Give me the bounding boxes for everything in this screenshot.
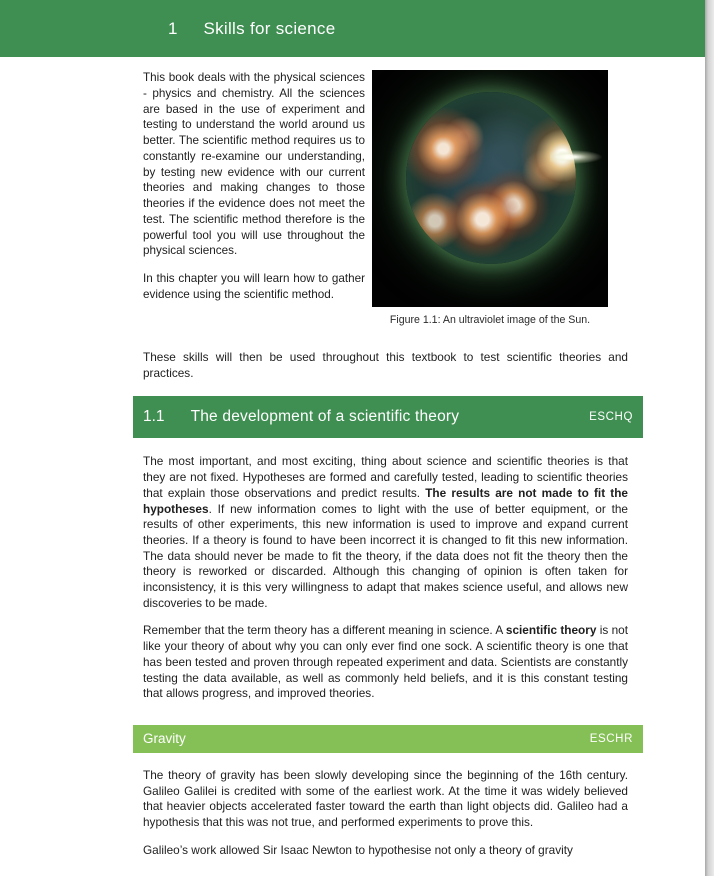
- intro-paragraph-2: In this chapter you will learn how to gather evidence using the scientific method.: [143, 272, 365, 301]
- intro-two-column-row: [143, 70, 628, 326]
- section-paragraph-1-bold: The results are not made to fit the hypotheses: [143, 485, 628, 516]
- subsection-paragraph-1: The theory of gravity has been slowly developing since the beginning of the 16th century. Galileo Galilei is credited with some of the earliest work. At the time it was widely believed that heavier objects accelerated faster toward the earth than light objects did. Galileo had a hypothesis that this was not true, and performed experiments to prove this.: [143, 767, 628, 830]
- sun-right-flare: [550, 150, 602, 164]
- section-header-band: [133, 396, 643, 438]
- section-paragraph-2-bold: scientific theory: [505, 623, 597, 638]
- intro-paragraph-3: These skills will then be used throughout this textbook to test scientific theories and practices.: [143, 350, 628, 380]
- chapter-header-band: [0, 0, 705, 57]
- section-title: The development of a scientific theory: [190, 408, 460, 426]
- ultraviolet-sun-image: [372, 70, 608, 307]
- sun-sphere: [406, 92, 576, 264]
- figure-caption: Figure 1.1: An ultraviolet image of the Sun.: [389, 314, 591, 326]
- subsection-header-band: [133, 725, 643, 753]
- page-right-edge-background: [705, 0, 714, 876]
- section-code-badge: ESCHQ: [589, 411, 633, 424]
- section-paragraph-2: [143, 623, 628, 702]
- chapter-number: 1: [168, 18, 178, 38]
- subsection-code-badge: ESCHR: [589, 732, 633, 745]
- figure-1-1: [372, 70, 608, 326]
- section-paragraph-1: [143, 454, 628, 611]
- intro-paragraph-1: This book deals with the physical sciences - physics and chemistry. All the sciences are based in the use of experiment and testing to understand the world around us better. The scientific method requires us to constantly re-examine our understanding, by testing new evidence with our current theories and making changes to those theories if the evidence does not meet the test. The scientific method therefore is the powerful tool you will use throughout the physical sciences.: [143, 71, 365, 258]
- section-paragraph-1-text: The most important, and most exciting, thing about science and scientific theories is that they are not fixed. Hypotheses are formed and carefully tested, leading to scientific theories that explain those observations and predict results.: [143, 454, 628, 500]
- subsection-paragraph-2: Galileo’s work allowed Sir Isaac Newton to hypothesise not only a theory of gravity: [143, 842, 573, 857]
- section-paragraph-2-text-cont: is not like your theory of about why you can only ever find one sock. A scientific theory is one that has been tested and proven through repeated experiment and data. Scientists are constantly testing the data available, as well as commonly held beliefs, and it is this constant testing that allows progress, and improved theories.: [143, 623, 628, 701]
- intro-text-column: [143, 70, 365, 315]
- chapter-title: Skills for science: [203, 18, 336, 38]
- subsection-title: Gravity: [143, 731, 186, 747]
- main-text-column: [143, 350, 633, 870]
- section-number: 1.1: [143, 408, 165, 426]
- section-paragraph-1-text-cont: . If new information comes to light with the use of better equipment, or the results of other experiments, this new information is used to improve and expand current theories. If a theory is found to have been incorrect it is changed to fit this new information. The data should never be made to fit the theory, if the data does not fit the theory then the theory is reworked or discarded. Although this changing of opinion is often taken for inconsistency, it is this very willingness to adapt that makes science useful, and allows new discoveries to be made.: [143, 501, 628, 610]
- section-paragraph-2-text: Remember that the term theory has a different meaning in science. A: [143, 623, 506, 638]
